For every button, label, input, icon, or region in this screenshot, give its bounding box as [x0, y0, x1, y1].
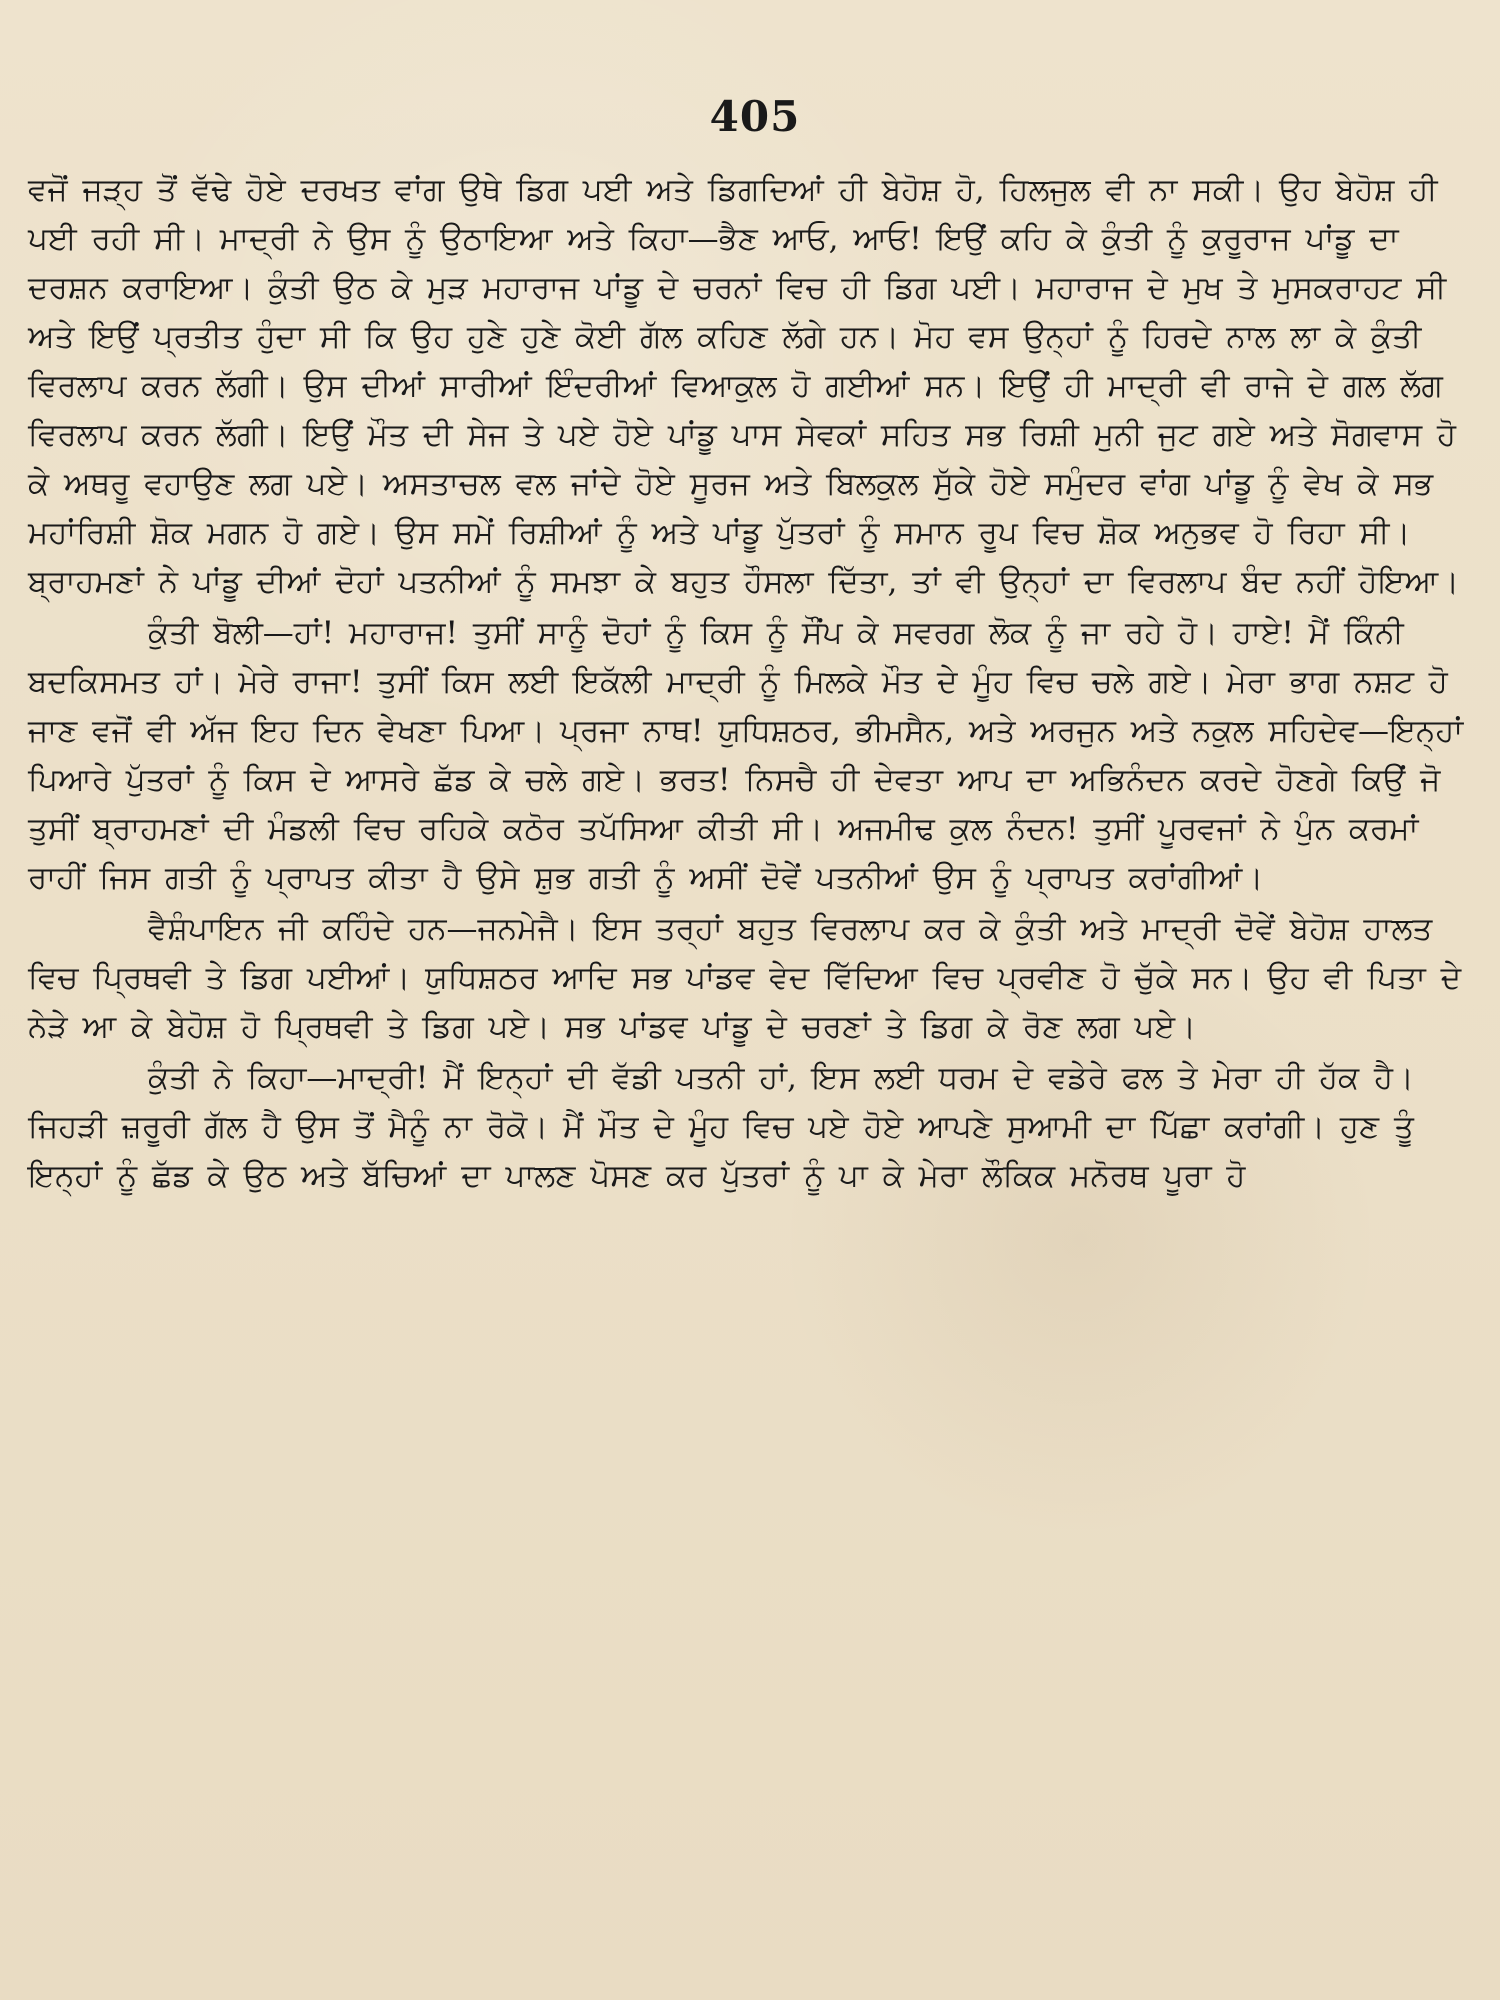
paragraph-4: ਕੁੰਤੀ ਨੇ ਕਿਹਾ—ਮਾਦ੍ਰੀ! ਮੈਂ ਇਨ੍ਹਾਂ ਦੀ ਵੱਡੀ ਪਤਨੀ ਹਾਂ, ਇਸ ਲਈ ਧਰਮ ਦੇ ਵਡੇਰੇ ਫਲ ਤੇ ਮੇਰਾ ਹੀ ਹੱਕ ਹੈ। ਜਿਹੜੀ ਜ਼ਰੂਰੀ ਗੱਲ ਹੈ ਉਸ ਤੋਂ ਮੈਨੂੰ ਨਾ ਰੋਕੋ। ਮੈਂ ਮੌਤ ਦੇ ਮੂੰਹ ਵਿਚ ਪਏ ਹੋਏ ਆਪਣੇ ਸੁਆਮੀ ਦਾ ਪਿੱਛਾ ਕਰਾਂਗੀ। ਹੁਣ ਤੂੰ ਇਨ੍ਹਾਂ ਨੂੰ ਛੱਡ ਕੇ ਉਠ ਅਤੇ ਬੱਚਿਆਂ ਦਾ ਪਾਲਣ ਪੋਸਣ ਕਰ ਪੁੱਤਰਾਂ ਨੂੰ ਪਾ ਕੇ ਮੇਰਾ ਲੌਕਿਕ ਮਨੋਰਥ ਪੂਰਾ ਹੋ [28, 1060, 1414, 1194]
paragraph-1: ਵਜੋਂ ਜੜ੍ਹ ਤੋਂ ਵੱਢੇ ਹੋਏ ਦਰਖਤ ਵਾਂਗ ਉਥੇ ਡਿਗ ਪਈ ਅਤੇ ਡਿਗਦਿਆਂ ਹੀ ਬੇਹੋਸ਼ ਹੋ, ਹਿਲਜੁਲ ਵੀ ਨਾ ਸਕੀ। ਉਹ ਬੇਹੋਸ਼ ਹੀ ਪਈ ਰਹੀ ਸੀ। ਮਾਦ੍ਰੀ ਨੇ ਉਸ ਨੂੰ ਉਠਾਇਆ ਅਤੇ ਕਿਹਾ—ਭੈਣ ਆਓ, ਆਓ! ਇਉਂ ਕਹਿ ਕੇ ਕੁੰਤੀ ਨੂੰ ਕੁਰੂਰਾਜ ਪਾਂਡੂ ਦਾ ਦਰਸ਼ਨ ਕਰਾਇਆ। ਕੁੰਤੀ ਉਠ ਕੇ ਮੁੜ ਮਹਾਰਾਜ ਪਾਂਡੂ ਦੇ ਚਰਨਾਂ ਵਿਚ ਹੀ ਡਿਗ ਪਈ। ਮਹਾਰਾਜ ਦੇ ਮੁਖ ਤੇ ਮੁਸਕਰਾਹਟ ਸੀ ਅਤੇ ਇਉਂ ਪ੍ਰਤੀਤ ਹੁੰਦਾ ਸੀ ਕਿ ਉਹ ਹੁਣੇ ਹੁਣੇ ਕੋਈ ਗੱਲ ਕਹਿਣ ਲੱਗੇ ਹਨ। ਮੋਹ ਵਸ ਉਨ੍ਹਾਂ ਨੂੰ ਹਿਰਦੇ ਨਾਲ ਲਾ ਕੇ ਕੁੰਤੀ ਵਿਰਲਾਪ ਕਰਨ ਲੱਗੀ। ਉਸ ਦੀਆਂ ਸਾਰੀਆਂ ਇੰਦਰੀਆਂ ਵਿਆਕੁਲ ਹੋ ਗਈਆਂ ਸਨ। ਇਉਂ ਹੀ ਮਾਦ੍ਰੀ ਵੀ ਰਾਜੇ ਦੇ ਗਲ ਲੱਗ ਵਿਰਲਾਪ ਕਰਨ ਲੱਗੀ। ਇਉਂ ਮੌਤ ਦੀ ਸੇਜ ਤੇ ਪਏ ਹੋਏ ਪਾਂਡੂ ਪਾਸ ਸੇਵਕਾਂ ਸਹਿਤ ਸਭ ਰਿਸ਼ੀ ਮੁਨੀ ਜੁਟ ਗਏ ਅਤੇ ਸੋਗਵਾਸ ਹੋ ਕੇ ਅਥਰੂ ਵਹਾਉਣ ਲਗ ਪਏ। ਅਸਤਾਚਲ ਵਲ ਜਾਂਦੇ ਹੋਏ ਸੂਰਜ ਅਤੇ ਬਿਲਕੁਲ ਸੁੱਕੇ ਹੋਏ ਸਮੁੰਦਰ ਵਾਂਗ ਪਾਂਡੂ ਨੂੰ ਵੇਖ ਕੇ ਸਭ ਮਹਾਂਰਿਸ਼ੀ ਸ਼ੋਕ ਮਗਨ ਹੋ ਗਏ। ਉਸ ਸਮੇਂ ਰਿਸ਼ੀਆਂ ਨੂੰ ਅਤੇ ਪਾਂਡੂ ਪੁੱਤਰਾਂ ਨੂੰ ਸਮਾਨ ਰੂਪ ਵਿਚ ਸ਼ੋਕ ਅਨੁਭਵ ਹੋ ਰਿਹਾ ਸੀ। ਬ੍ਰਾਹਮਣਾਂ ਨੇ ਪਾਂਡੂ ਦੀਆਂ ਦੋਹਾਂ ਪਤਨੀਆਂ ਨੂੰ ਸਮਝਾ ਕੇ ਬਹੁਤ ਹੌਸਲਾ ਦਿੱਤਾ, ਤਾਂ ਵੀ ਉਨ੍ਹਾਂ ਦਾ ਵਿਰਲਾਪ ਬੰਦ ਨਹੀਂ ਹੋਇਆ। [28, 172, 1460, 600]
page-number: 405 [709, 92, 801, 141]
body-text [28, 166, 1476, 1201]
paragraph-3: ਵੈਸ਼ੰਪਾਇਨ ਜੀ ਕਹਿੰਦੇ ਹਨ—ਜਨਮੇਜੈ। ਇਸ ਤਰ੍ਹਾਂ ਬਹੁਤ ਵਿਰਲਾਪ ਕਰ ਕੇ ਕੁੰਤੀ ਅਤੇ ਮਾਦ੍ਰੀ ਦੋਵੇਂ ਬੇਹੋਸ਼ ਹਾਲਤ ਵਿਚ ਪ੍ਰਿਥਵੀ ਤੇ ਡਿਗ ਪਈਆਂ। ਯੁਧਿਸ਼ਠਰ ਆਦਿ ਸਭ ਪਾਂਡਵ ਵੇਦ ਵਿੱਦਿਆ ਵਿਚ ਪ੍ਰਵੀਣ ਹੋ ਚੁੱਕੇ ਸਨ। ਉਹ ਵੀ ਪਿਤਾ ਦੇ ਨੇੜੇ ਆ ਕੇ ਬੇਹੋਸ਼ ਹੋ ਪ੍ਰਿਥਵੀ ਤੇ ਡਿਗ ਪਏ। ਸਭ ਪਾਂਡਵ ਪਾਂਡੂ ਦੇ ਚਰਣਾਂ ਤੇ ਡਿਗ ਕੇ ਰੋਣ ਲਗ ਪਏ। [28, 911, 1462, 1045]
paragraph-2: ਕੁੰਤੀ ਬੋਲੀ—ਹਾਂ! ਮਹਾਰਾਜ! ਤੁਸੀਂ ਸਾਨੂੰ ਦੋਹਾਂ ਨੂੰ ਕਿਸ ਨੂੰ ਸੌਂਪ ਕੇ ਸਵਰਗ ਲੋਕ ਨੂੰ ਜਾ ਰਹੇ ਹੋ। ਹਾਏ! ਮੈਂ ਕਿੰਨੀ ਬਦਕਿਸਮਤ ਹਾਂ। ਮੇਰੇ ਰਾਜਾ! ਤੁਸੀਂ ਕਿਸ ਲਈ ਇਕੱਲੀ ਮਾਦ੍ਰੀ ਨੂੰ ਮਿਲਕੇ ਮੌਤ ਦੇ ਮੂੰਹ ਵਿਚ ਚਲੇ ਗਏ। ਮੇਰਾ ਭਾਗ ਨਸ਼ਟ ਹੋ ਜਾਣ ਵਜੋਂ ਵੀ ਅੱਜ ਇਹ ਦਿਨ ਵੇਖਣਾ ਪਿਆ। ਪ੍ਰਜਾ ਨਾਥ! ਯੁਧਿਸ਼ਠਰ, ਭੀਮਸੈਨ, ਅਤੇ ਅਰਜੁਨ ਅਤੇ ਨਕੁਲ ਸਹਿਦੇਵ—ਇਨ੍ਹਾਂ ਪਿਆਰੇ ਪੁੱਤਰਾਂ ਨੂੰ ਕਿਸ ਦੇ ਆਸਰੇ ਛੱਡ ਕੇ ਚਲੇ ਗਏ। ਭਰਤ! ਨਿਸਚੈ ਹੀ ਦੇਵਤਾ ਆਪ ਦਾ ਅਭਿਨੰਦਨ ਕਰਦੇ ਹੋਣਗੇ ਕਿਉਂ ਜੋ ਤੁਸੀਂ ਬ੍ਰਾਹਮਣਾਂ ਦੀ ਮੰਡਲੀ ਵਿਚ ਰਹਿਕੇ ਕਠੋਰ ਤਪੱਸਿਆ ਕੀਤੀ ਸੀ। ਅਜਮੀਢ ਕੁਲ ਨੰਦਨ! ਤੁਸੀਂ ਪੂਰਵਜਾਂ ਨੇ ਪੁੰਨ ਕਰਮਾਂ ਰਾਹੀਂ ਜਿਸ ਗਤੀ ਨੂੰ ਪ੍ਰਾਪਤ ਕੀਤਾ ਹੈ ਉਸੇ ਸ਼ੁਭ ਗਤੀ ਨੂੰ ਅਸੀਂ ਦੋਵੇਂ ਪਤਨੀਆਂ ਉਸ ਨੂੰ ਪ੍ਰਾਪਤ ਕਰਾਂਗੀਆਂ। [28, 615, 1464, 896]
